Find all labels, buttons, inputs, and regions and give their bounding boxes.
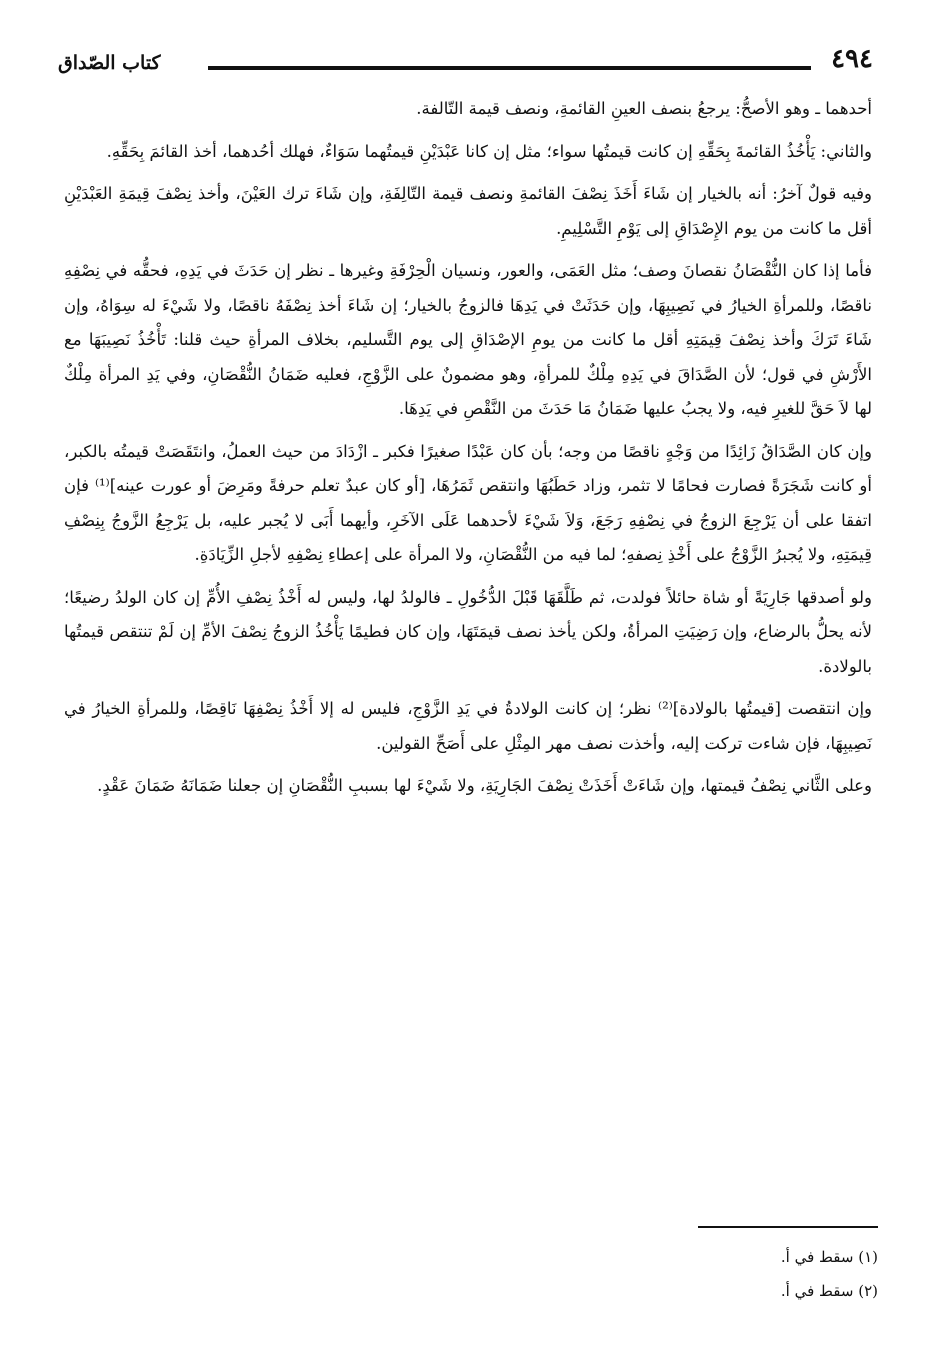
body-text [64, 92, 872, 812]
page-number: ٤٩٤ [831, 44, 873, 74]
footnotes [478, 1240, 878, 1308]
paragraph: وفيه قولٌ آخرُ: أنه بالخيار إن شَاءَ أَخَذَ نِصْفَ القائمةِ ونصف قيمة التّالِفَةِ، وإن شَاءَ ترك العَيْنَ، وأخذ نِصْفَ قِيمَةِ العَبْدَيْنِ أقل ما كانت من يوم الإِصْدَاقِ إلى يَوْمِ التَّسْلِيمِ. [64, 184, 872, 238]
paragraph: فأما إذا كان النُّقْصَانُ نقصانَ وصف؛ مثل العَمَى، والعور، ونسيان الْحِرْفَةِ وغيرها ـ نظر إن حَدَثَ في يَدِهِ، فحقُّه في نِصْفِهِ ناقصًا، وللمرأةِ الخيارُ في نَصِيبِهَا، وإن حَدَثَتْ في يَدِهَا فالزوجُ بالخيار؛ إن شَاءَ أخذ نِصْفَهُ ناقصًا، ولا شَيْءَ له سِوَاهُ، وإن شَاءَ تَرَكَ وأخذ نِصْفَ قِيمَتِهِ أقل ما كانت من يومِ الإصْدَاقِ إلى يوم التَّسليم، بخلاف المرأةِ حيث قلنا: تَأْخُذُ نَصِيبَهَا مع الأَرْشِ في قول؛ لأن الصَّدَاقَ في يَدِهِ مِلْكٌ للمرأةِ، وهو مضمونٌ على الزَّوْجِ، فعليه ضَمَانُ النُّقْصَانِ، وفي يَدِ المرأة مِلْكٌ لها لاَ حَقَّ للغيرِ فيه، ولا يجبُ عليها ضَمَانُ مَا حَدَثَ من النَّقْصِ في يَدِهَا. [64, 261, 872, 418]
footnote: (٢) سقط في أ. [780, 1282, 878, 1300]
book-title: كتاب الصّداق [58, 52, 161, 74]
footnote-separator [698, 1226, 878, 1228]
paragraph: وإن انتقصت [قيمتُها بالولادة]⁽²⁾ نظر؛ إن كانت الولادةُ في يَدِ الزَّوْجِ، فليس له إلا أَخْذُ نِصْفِهَا نَاقِصًا، وللمرأةِ الخيارُ في نَصِيبِهَا، فإن شاءت تركت إليه، وأخذت نصف مهر المِثْلِ على أَصَحِّ القولين. [64, 699, 872, 753]
footnote: (١) سقط في أ. [780, 1248, 878, 1266]
paragraph: ولو أصدقها جَارِيَةً أو شاة حائلاً فولدت، ثم طَلَّقَهَا قَبْلَ الدُّخُولِ ـ فالولدُ لها، وليس له أَخْذُ نِصْفِ الأُمِّ إن كان الولدُ رضيعًا؛ لأنه يحلُّ بالرضاع، وإن رَضِيَتِ المرأةُ، ولكن يأخذ نصف قيمَتَهَا، وإن كان فطيمًا يَأْخُذُ الزوجُ نِصْفَ الأمِّ إن لَمْ تنتقص قيمتُها بالولادة. [64, 587, 872, 676]
paragraph: وعلى الثَّاني نِصْفُ قيمتها، وإن شَاءَتْ أَخَذَتْ نِصْفَ الجَارِيَةِ، ولا شَيْءَ لها بسببِ النُّقْصَانِ إن جعلنا ضَمَانَهُ ضَمَانَ عَقْدٍ. [97, 776, 872, 795]
paragraph: أحدهما ـ وهو الأصحُّ: يرجعُ بنصف العينِ القائمةِ، ونصف قيمة التّالفة. [416, 99, 872, 118]
paragraph: وإن كان الصَّدَاقُ زَائِدًا من وَجْهٍ ناقصًا من وجه؛ بأن كان عَبْدًا صغيرًا فكبر ـ ازْدَادَ من حيث العملُ، وانتَقَصَتْ قيمتُه بالكبر، أو كانت شَجَرَةً فصارت فحامًا لا تثمر، وزاد حَطَبُهَا وانتقص ثَمَرُهَا، [أو كان عبدٌ تعلم حرفةً ومَرِضَ أو عورت عينه]⁽¹⁾ فإن اتفقا على أن يَرْجِعَ الزوجُ في نِصْفِهِ رَجَعَ، وَلاَ شَيْءَ لأحدهما عَلَى الآخَرِ، وأيهما أَبَى لا يُجبر عليه، بل يَرْجِعُ الزَّوجُ بِنِصْفِ قِيمَتِهِ، ولا يُجبرُ الزَّوْجُ على أَخْذِ نِصفهِ؛ لما فيه من النُّقْصَانِ، ولا المرأة على إعطاءِ نِصْفِهِ لأجلِ الزِّيَادَةِ. [64, 441, 872, 564]
paragraph: والثاني: يَأْخُذُ القائمةَ بِحَقِّهِ إن كانت قيمتُها سواء؛ مثل إن كانا عَبْدَيْنِ قيمتُهما سَوَاءٌ، فهلك أحُدهما، أخذ القائمَ بِحَقِّهِ. [106, 141, 872, 161]
header-rule [208, 66, 811, 70]
page-header [58, 42, 873, 86]
